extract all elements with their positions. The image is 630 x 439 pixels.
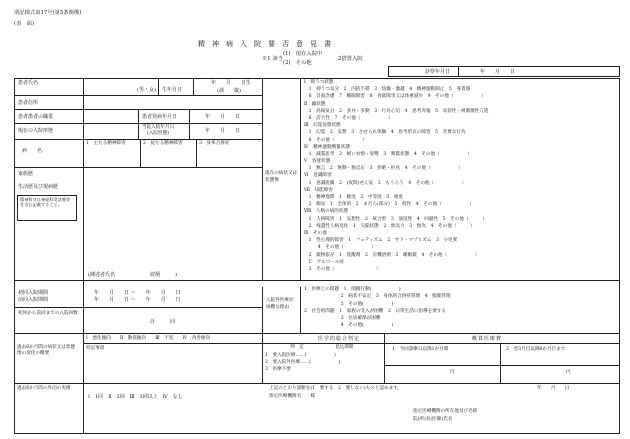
life-history-label: 生活歴及び現病歴 xyxy=(18,184,59,190)
state-item[interactable]: 1 滅裂思考 2 緩い衣情・姿勢 3 興奮状態 4 その他（ ） xyxy=(304,151,472,157)
state-item[interactable]: Ⅶ 知能障害 xyxy=(304,187,333,193)
state-item[interactable]: Ⅸ その他 xyxy=(304,230,327,236)
judgment-period: 見込期間 xyxy=(335,345,354,350)
patient-address-label: 患者住所 xyxy=(18,100,39,106)
footer-director: 院(所)長(医師)氏名 xyxy=(413,417,453,422)
state-list xyxy=(304,80,618,274)
onset-label: 患者発病年月日 xyxy=(142,114,178,120)
reason-label: 入院外医療が困難な理由 xyxy=(266,298,294,311)
state-item[interactable]: 2 痴呆 1 全体的 2 まだら(部分) 3 仮性 4 その他（ ） xyxy=(304,202,474,208)
admission-count-value[interactable]: 計 回 xyxy=(150,319,176,325)
state-item[interactable]: 6 自殺念慮 7 睡眠障害 8 食欲障害又は体重減少 9 その他（ ） xyxy=(304,94,486,100)
birth-label: 生年月日 xyxy=(162,87,183,93)
disease-label: 病 名 xyxy=(22,148,43,154)
cost-header: 概算医療費 xyxy=(472,336,503,342)
patient-name-label: 患者氏名 xyxy=(18,80,39,86)
state-item[interactable]: Ⅴ 昏迷状態 xyxy=(304,159,331,165)
judgment-header: 医学的総合判定 xyxy=(318,336,361,342)
cost-unit-2: 円 xyxy=(566,370,571,375)
outing-label: 過去6か月間の外泊の実績 xyxy=(17,386,71,391)
admission-type: 2措置入院 xyxy=(338,56,363,62)
judgment-col: 判 定 xyxy=(290,345,304,350)
cost-unit-1: 円 xyxy=(450,370,455,375)
state-label: 現在の病状又は状態像 xyxy=(265,171,298,184)
first-admit-period-value[interactable]: 年 月 日 〜 年 月 日 xyxy=(94,290,181,296)
admission-option-current: (1) 現在入院中 xyxy=(283,51,323,57)
birth-date-value[interactable]: 年 月 日生 xyxy=(211,80,252,86)
reason-item[interactable]: 5 その他( ) xyxy=(304,301,394,307)
judgment-outpatient[interactable]: 2 要入院外医療……( ) xyxy=(265,360,341,365)
state-item[interactable]: 1 人格障害 1 妄想性 2 統合型 3 演技性 4 回避性 5 その他（ ） xyxy=(304,216,487,222)
state-item[interactable]: Ⅳ 精神運動興奮状態 xyxy=(304,144,350,150)
state-item[interactable]: Ⅷ 人格の病的状態 xyxy=(304,209,348,215)
page-title: 精神病入院要否意見書 xyxy=(198,40,338,48)
cost-first-month: 1 今回診療日以降1か月間 xyxy=(392,347,449,352)
cost-later-months: 2 翌3月目以降6か月目まで xyxy=(506,347,566,352)
state-item[interactable]: 1 幻覚 2 妄想 3 させられ体験 4 思考形式の障害 5 奇異な行為 xyxy=(304,130,466,136)
state-item[interactable]: C アルコール症 xyxy=(304,259,344,265)
state-item[interactable]: 1 精神遅滞 1 軽度 2 中等度 3 重度 xyxy=(304,195,403,200)
reason-list xyxy=(304,287,451,331)
footer-date[interactable]: 年 月 日 xyxy=(537,386,570,391)
state-item[interactable]: Ⅲ 幻覚妄想状態 xyxy=(304,123,341,129)
recent-change-options[interactable]: Ⅰ 悪化傾向 Ⅱ 動揺傾向 Ⅲ 不変 Ⅳ 改善傾向 xyxy=(86,336,211,341)
state-item[interactable]: Ⅵ 意識障害 xyxy=(304,173,332,179)
state-item[interactable]: 1 意識混濁 2 (夜間)せん妄 3 もうろう 4 その他（ ） xyxy=(304,180,467,186)
judgment-none[interactable]: 3 医療不要 xyxy=(265,367,291,372)
admission-note-label: ※1 該当 xyxy=(262,56,283,62)
reason-item[interactable]: 2 社会的問題 1 家族の受入が困難 2 日常生活に指導を要する xyxy=(304,308,446,314)
reason-item[interactable]: 2 病状不安定 3 身体的合併症管理 4 服薬管理 xyxy=(304,294,451,300)
disease-secondary[interactable]: 2 従たる精神障害 xyxy=(143,141,183,146)
state-item[interactable]: 3 その他（ ） xyxy=(304,266,381,272)
exam-date-value[interactable]: 年 月 日 xyxy=(480,69,516,75)
first-admission-date[interactable]: 年 月 日 xyxy=(205,128,241,134)
patient-sex[interactable]: (男・女) xyxy=(137,87,156,93)
reason-item[interactable]: 4 その他( ) xyxy=(304,323,394,329)
history-note: 精神科又は神経科受診歴等を含む記載すること。 xyxy=(17,195,77,221)
prev-admit-period-label: 前回入院期間 xyxy=(18,297,49,303)
state-item[interactable]: 1 高揚気分 2 多弁・多動 3 行為心迫 4 思考奔逸 5 易怒性・被刺激性亢進 xyxy=(304,108,489,114)
informant-line[interactable]: (陳述者氏名 続柄 ) xyxy=(88,272,177,278)
admission-option-other: (2) その他 xyxy=(283,60,312,66)
recent-change-label: 過去6か月間の病状又は状態像の変化の概要 xyxy=(17,345,76,356)
judgment-inpatient[interactable]: 1 要入院医療……( ) xyxy=(265,353,336,358)
disease-primary[interactable]: 1 主たる精神障害 xyxy=(86,141,126,146)
footer-institution: 指定医療機関の所在地及び名称 xyxy=(413,409,478,414)
age-value[interactable]: (満 歳) xyxy=(217,88,241,94)
form-reference: 別記様式第17号(第5条関係) xyxy=(14,10,82,16)
reason-item[interactable]: 3 住居確保が困難 xyxy=(304,316,381,322)
prev-admit-period-value[interactable]: 年 月 日 〜 年 月 日 xyxy=(94,297,181,303)
family-history-label: 家族歴 xyxy=(18,171,34,177)
disease-physical[interactable]: 3 身体合併症 xyxy=(199,141,230,146)
footer-addressee: 指定医療機関名 様 xyxy=(269,394,315,399)
state-item[interactable]: 1 無言 2 無動・無反応 3 拒絶・拒食 4 その他（ ） xyxy=(304,166,463,172)
admission-count-label: 初回から前回までの入院回数 xyxy=(18,311,78,316)
footer-statement: 上記のとおり診断を(1 要する 2 要しない)ものと認めます。 xyxy=(269,386,403,391)
state-item[interactable]: 1 性心理的障害 1 フェティズム 2 サド・マゾヒズム 3 小児愛 xyxy=(304,238,458,244)
state-item[interactable]: 2 薬物依存 1 覚醒剤 2 有機溶剤 3 睡眠薬 4 その他（ ） xyxy=(304,252,480,258)
first-admission-sub: (入院形態) xyxy=(147,131,169,136)
page-side-label: (表 面) xyxy=(14,21,35,27)
special-notes-label: 特記事項 xyxy=(86,346,105,351)
exam-date-label: 診察年月日 xyxy=(425,69,451,75)
outing-options[interactable]: Ⅰ 1回 Ⅱ 2回 Ⅲ 3回以上 Ⅳ なし xyxy=(88,394,183,400)
state-item[interactable]: 2 残遺性人格変化 1 欠陥状態 2 無気力 3 無為 4 その他（ ） xyxy=(304,223,475,229)
state-item[interactable]: Ⅰ 抑うつ状態 xyxy=(304,80,334,85)
state-item[interactable]: 4 その他（ ） xyxy=(304,245,376,251)
state-item[interactable]: 1 抑うつ気分 2 内的不穏 3 焦燥・激越 4 精神運動制止 5 罪責感 xyxy=(304,87,471,93)
state-item[interactable]: 6 その他（ ） xyxy=(304,137,367,143)
reason-item[interactable]: 1 医療上の問題 1 開鎖行動( ) xyxy=(304,287,401,292)
onset-date-value[interactable]: 年 月 日 xyxy=(205,114,241,120)
occupation-label: 患者患者の職業 xyxy=(18,114,54,120)
first-admit-period-label: 初回入院期間 xyxy=(18,290,49,296)
state-item[interactable]: 6 誇大性 7 その他（ ） xyxy=(304,115,393,121)
first-admission-label: 当院入院年月日 xyxy=(142,125,175,130)
current-admission-label: 現在の入院形態 xyxy=(18,128,54,134)
state-item[interactable]: Ⅱ 躁状態 xyxy=(304,101,326,107)
